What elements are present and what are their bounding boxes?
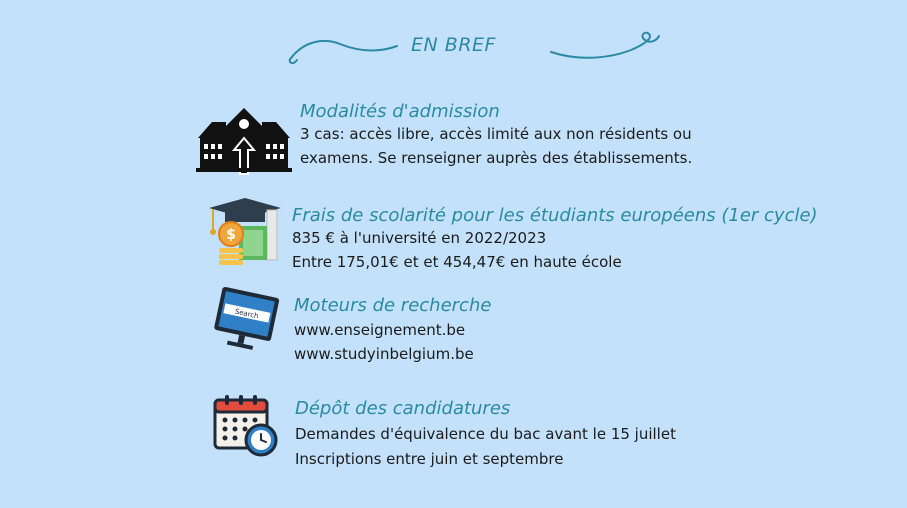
tuition-line-2: Entre 175,01€ et et 454,47€ en haute école [292, 253, 622, 271]
svg-text:$: $ [226, 227, 236, 243]
tuition-heading: Frais de scolarité pour les étudiants européens (1er cycle) [292, 205, 818, 226]
applications-heading: Dépôt des candidatures [295, 398, 511, 419]
applications-line-1: Demandes d'équivalence du bac avant le 15 juillet [295, 425, 676, 443]
admission-heading: Modalités d'admission [300, 101, 500, 122]
tuition-fees-icon [205, 196, 287, 266]
calendar-clock-icon [213, 394, 281, 458]
right-squiggle-icon [545, 26, 665, 66]
tuition-line-1: 835 € à l'université en 2022/2023 [292, 229, 547, 247]
search-line-1[interactable]: www.enseignement.be [294, 321, 466, 339]
admission-line-2: examens. Se renseigner auprès des établissements. [300, 149, 693, 167]
search-icon-label: Search [234, 307, 260, 321]
section-title: EN BREF [411, 34, 496, 56]
search-line-2[interactable]: www.studyinbelgium.be [294, 345, 474, 363]
school-building-icon [196, 104, 292, 176]
header [0, 22, 907, 72]
applications-line-2: Inscriptions entre juin et septembre [295, 450, 564, 468]
search-heading: Moteurs de recherche [294, 295, 492, 316]
search-monitor-icon [212, 286, 280, 358]
admission-line-1: 3 cas: accès libre, accès limité aux non résidents ou [300, 125, 692, 143]
